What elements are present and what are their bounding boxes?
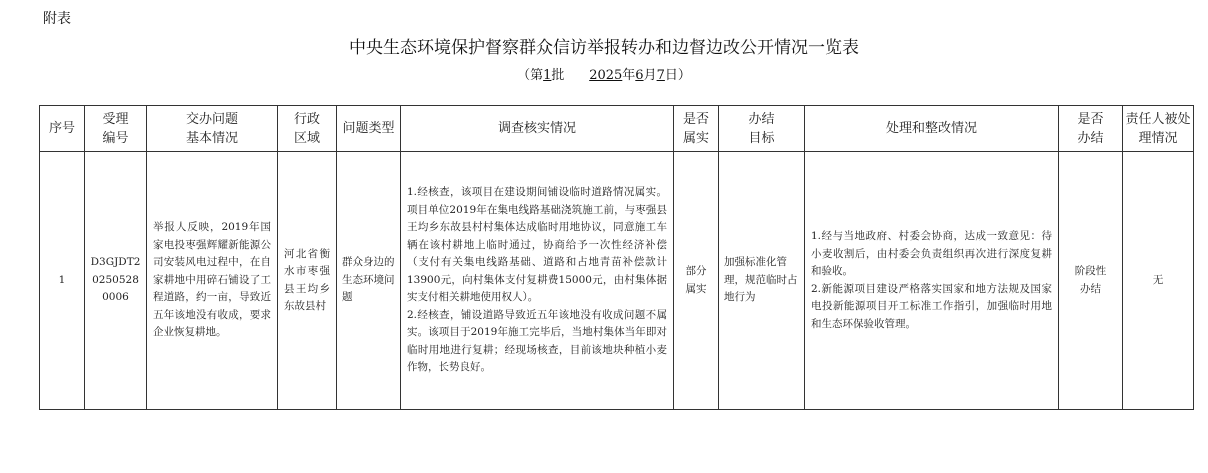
investigation-point-2: 2.经核查，铺设道路导致近五年该地没有收成问题不属实。该项目于2019年施工完毕后，当地村集体当年即对临时用地进行复耕；经现场核查，目前该地块种植小麦作物，长势良好。 bbox=[407, 308, 667, 374]
header-issue: 交办问题 基本情况 bbox=[147, 106, 278, 152]
header-punished: 责任人被处 理情况 bbox=[1123, 106, 1194, 152]
table-row bbox=[40, 152, 1194, 410]
cell-is-true: 部分 属实 bbox=[674, 152, 719, 410]
header-accept-no: 受理 编号 bbox=[85, 106, 147, 152]
cell-handling bbox=[805, 152, 1059, 410]
page-title: 中央生态环境保护督察群众信访举报转办和边督边改公开情况一览表 bbox=[349, 38, 859, 58]
cell-district: 河北省衡水市枣强县王均乡东故县村 bbox=[278, 152, 337, 410]
header-is-done: 是否 办结 bbox=[1059, 106, 1123, 152]
annex-label: 附表 bbox=[43, 11, 71, 27]
cell-accept-no: D3GJDT2 0250528 0006 bbox=[85, 152, 147, 410]
header-seq: 序号 bbox=[40, 106, 85, 152]
batch-month: 6 bbox=[635, 68, 644, 83]
batch-day: 7 bbox=[656, 68, 665, 83]
batch-year: 2025 bbox=[589, 68, 623, 83]
handling-point-1: 1.经与当地政府、村委会协商，达成一致意见：待小麦收割后，由村委会负责组织再次进行深度复耕和验收。 bbox=[811, 230, 1052, 277]
cell-seq: 1 bbox=[40, 152, 85, 410]
cell-goal: 加强标准化管理，规范临时占地行为 bbox=[719, 152, 805, 410]
batch-info bbox=[0, 64, 1208, 83]
batch-word: 批 bbox=[551, 68, 590, 83]
cell-investigation bbox=[401, 152, 674, 410]
investigation-point-1: 1.经核查，该项目在建设期间铺设临时道路情况属实。项目单位2019年在集电线路基础浇筑施工前，与枣强县王均乡东故县村村集体达成临时用地协议，同意施工车辆在该村耕地上临时通过，协商给予一次性经济补偿（支付有关集电线路基础、道路和占地青苗补偿款计13900元，向村集体支付复耕费15000元，由村集体据实支付相关耕地使用权人）。 bbox=[407, 186, 667, 304]
batch-close: 日） bbox=[664, 68, 691, 83]
cell-punished: 无 bbox=[1123, 152, 1194, 410]
header-handling: 处理和整改情况 bbox=[805, 106, 1059, 152]
table-header-row bbox=[40, 106, 1194, 152]
header-goal: 办结 目标 bbox=[719, 106, 805, 152]
batch-open: （第 bbox=[517, 68, 544, 83]
batch-year-word: 年 bbox=[622, 68, 636, 83]
batch-number: 1 bbox=[543, 68, 552, 83]
header-investigation: 调查核实情况 bbox=[401, 106, 674, 152]
header-problem-type: 问题类型 bbox=[337, 106, 401, 152]
cell-issue: 举报人反映，2019年国家电投枣强辉耀新能源公司安装风电过程中，在自家耕地中用碎石铺设了工程道路，约一亩，导致近五年该地没有收成，要求企业恢复耕地。 bbox=[147, 152, 278, 410]
cell-is-done: 阶段性 办结 bbox=[1059, 152, 1123, 410]
header-district: 行政 区域 bbox=[278, 106, 337, 152]
batch-month-word: 月 bbox=[643, 68, 657, 83]
header-is-true: 是否 属实 bbox=[674, 106, 719, 152]
handling-point-2: 2.新能源项目建设严格落实国家和地方法规及国家电投新能源项目开工标准工作指引，加强临时用地和生态环保验收管理。 bbox=[811, 282, 1052, 330]
cell-problem-type: 群众身边的生态环境问题 bbox=[337, 152, 401, 410]
petition-table bbox=[39, 105, 1194, 410]
